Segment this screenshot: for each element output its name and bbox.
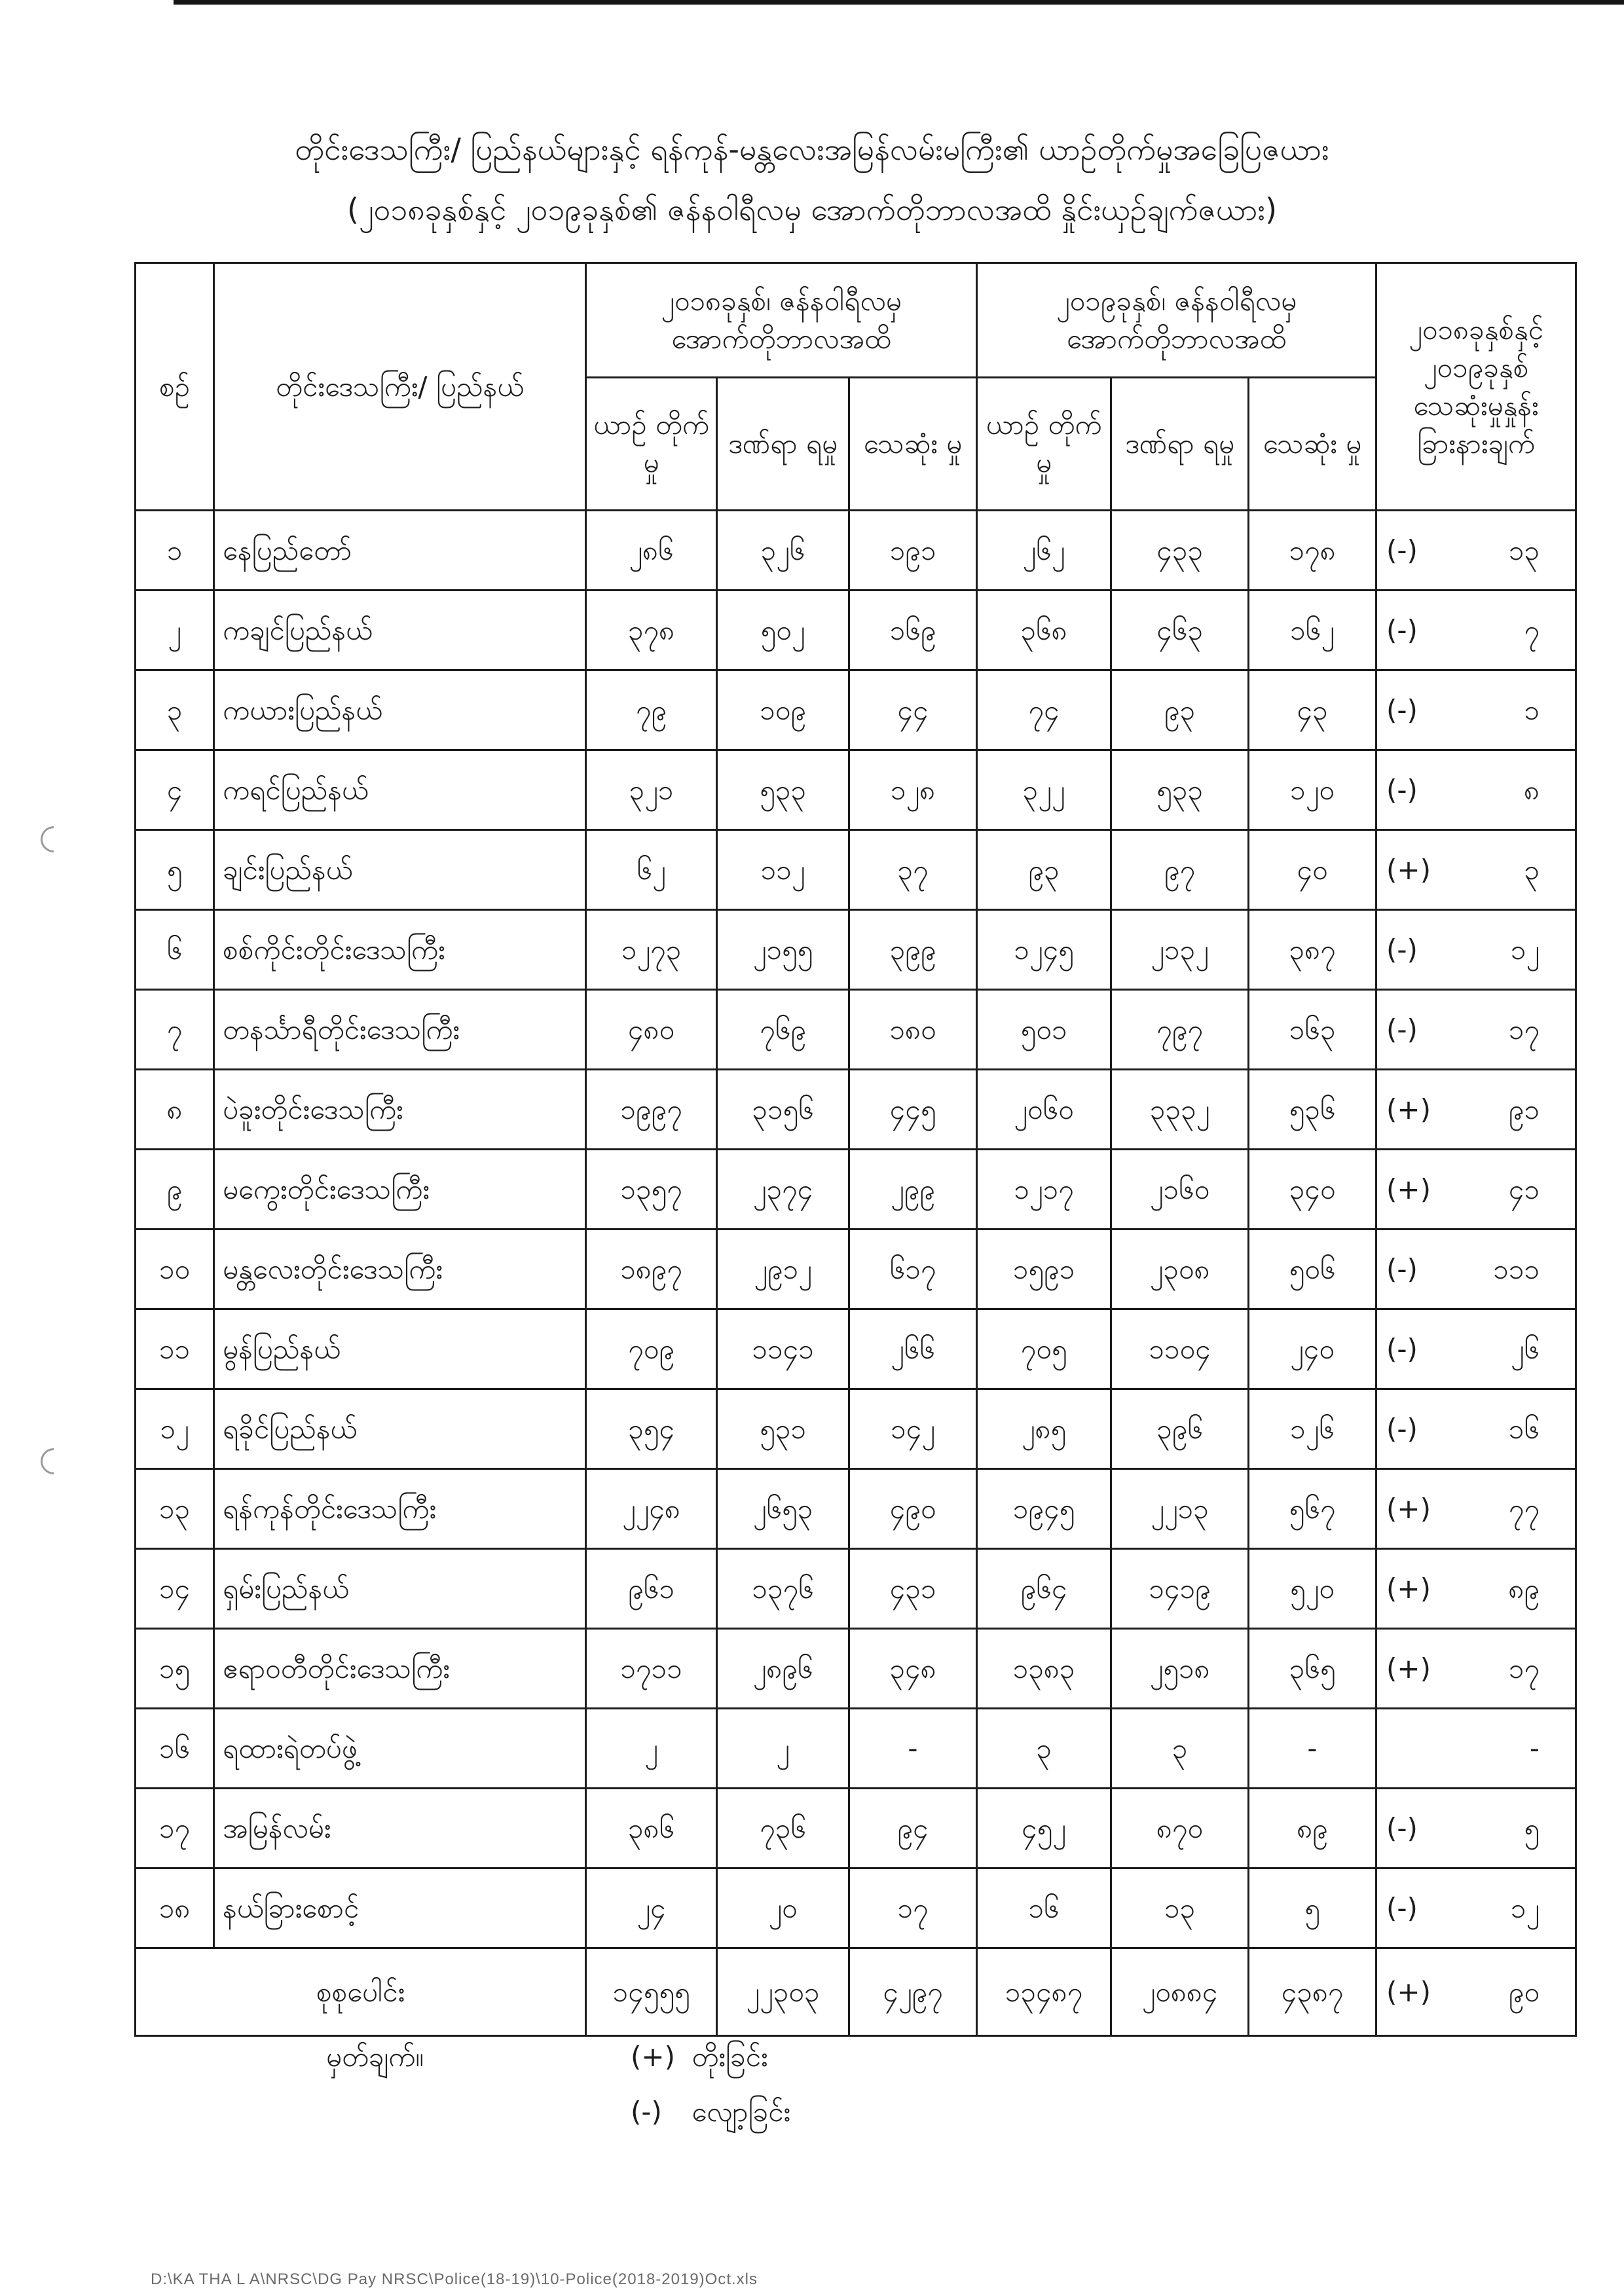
cell-accidents-2018: ၄၈၀ [586,990,717,1070]
cell-serial: ၁၆ [136,1709,214,1789]
cell-accidents-2018: ၃၇၈ [586,591,717,670]
cell-injured-2018: ၅၃၃ [717,750,849,830]
legend-increase [631,2037,768,2077]
cell-accidents-2018: ၇၉ [586,670,717,750]
cell-injured-2018: ၂၁၅၅ [717,910,849,990]
table-row [136,830,1576,910]
difference-value: ၈၉ [1508,1572,1540,1605]
table-row [136,1309,1576,1389]
cell-deaths-2019: ၅ [1249,1868,1376,1948]
cell-serial: ၄ [136,750,214,830]
cell-accidents-2019: ၇၄ [977,670,1111,750]
cell-accidents-2019: ၃ [977,1709,1111,1789]
table-row [136,990,1576,1070]
note-label: မှတ်ချက်။ [326,2041,424,2073]
difference-sign: (-) [1386,693,1418,726]
cell-accidents-2019: ၂၀၆၀ [977,1070,1111,1150]
difference-value: ၄၁ [1508,1173,1540,1205]
cell-deaths-2019: - [1249,1709,1376,1789]
cell-difference [1376,1948,1576,2036]
header-deaths-2018: သေဆုံး မှု [849,378,977,511]
difference-sign: (+) [1386,1572,1431,1605]
file-path-footer: D:\KA THA L A\NRSC\DG Pay NRSC\Police(18-19)\10-Police(2018-2019)Oct.xls [151,2270,758,2288]
cell-deaths-2019: ၃၈၇ [1249,910,1376,990]
cell-deaths-2019: ၃၆၅ [1249,1629,1376,1709]
legend-minus-symbol: (-) [631,2096,662,2128]
cell-accidents-2018: ၁၉၉၇ [586,1070,717,1150]
cell-injured-2018: ၂၉၁၂ [717,1230,849,1309]
cell-injured-2018: ၁၃၇၆ [717,1549,849,1629]
cell-accidents-2018: ၂၄ [586,1868,717,1948]
cell-difference [1376,910,1576,990]
document-subtitle: (၂၀၁၈ခုနှစ်နှင့် ၂၀၁၉ခုနှစ်၏ ဇန်နဝါရီလမှ အောက်တိုဘာလအထိ နှိုင်းယှဉ်ချက်ဇယား) [346,192,1278,227]
cell-difference [1376,1709,1576,1789]
difference-value: ၁၇ [1508,1652,1540,1685]
cell-deaths-2018: ၃၄၈ [849,1629,977,1709]
header-comparison: ၂၀၁၈ခုနှစ်နှင့် ၂၀၁၉ခုနှစ် သေဆုံးမှုနှုန်း ခြားနားချက် [1376,263,1576,511]
cell-serial: ၇ [136,990,214,1070]
difference-value: ၃ [1524,853,1540,886]
table-row [136,591,1576,670]
cell-region-name: ကရင်ပြည်နယ် [214,750,586,830]
cell-difference [1376,1469,1576,1549]
cell-injured-2019: ၂၁၃၂ [1111,910,1249,990]
cell-accidents-2018: ၉၆၁ [586,1549,717,1629]
cell-region-name: အမြန်လမ်း [214,1789,586,1868]
cell-region-name: နယ်ခြားစောင့် [214,1868,586,1948]
cell-accidents-2019: ၁၉၄၅ [977,1469,1111,1549]
cell-deaths-2019: ၅၆၇ [1249,1469,1376,1549]
cell-difference [1376,1629,1576,1709]
cell-accidents-2019: ၃၆၈ [977,591,1111,670]
cell-region-name: ရခိုင်ပြည်နယ် [214,1389,586,1469]
cell-accidents-2018: ၂၂၄၈ [586,1469,717,1549]
cell-injured-2018: ၅၃၁ [717,1389,849,1469]
cell-deaths-2019: ၁၂၀ [1249,750,1376,830]
cell-region-name: ရထားရဲတပ်ဖွဲ့ [214,1709,586,1789]
table-row [136,1868,1576,1948]
cell-difference [1376,1549,1576,1629]
cell-deaths-2018: ၆၁၇ [849,1230,977,1309]
difference-sign: (+) [1386,1173,1431,1205]
cell-injured-2019: ၁၄၁၉ [1111,1549,1249,1629]
cell-difference [1376,830,1576,910]
cell-injured-2019: ၅၃၃ [1111,750,1249,830]
cell-accidents-2019: ၄၅၂ [977,1789,1111,1868]
cell-injured-2019: ၂၁၆၀ [1111,1150,1249,1230]
cell-deaths-2018: ၁၂၈ [849,750,977,830]
difference-value: ၈ [1524,773,1540,806]
difference-value: ၁၇ [1508,1013,1540,1046]
cell-deaths-2018: ၁၉၁ [849,511,977,591]
cell-accidents-2019: ၉၆၄ [977,1549,1111,1629]
cell-deaths-2019: ၅၀၆ [1249,1230,1376,1309]
cell-accidents-2018: ၆၂ [586,830,717,910]
cell-region-name: ကယားပြည်နယ် [214,670,586,750]
cell-accidents-2018: ၃၅၄ [586,1389,717,1469]
cell-deaths-2019: ၄၀ [1249,830,1376,910]
cell-difference [1376,1070,1576,1150]
cell-deaths-2019: ၁၆၃ [1249,990,1376,1070]
cell-difference [1376,1789,1576,1868]
cell-difference [1376,591,1576,670]
difference-value: ၁၆ [1508,1412,1540,1445]
difference-sign: (-) [1386,933,1418,966]
cell-difference [1376,1150,1576,1230]
cell-deaths-2019: ၁၂၆ [1249,1389,1376,1469]
cell-accidents-2018: ၁၇၁၁ [586,1629,717,1709]
total-accidents-2019: ၁၃၄၈၇ [977,1948,1111,2036]
difference-sign: (+) [1386,1652,1431,1685]
cell-difference [1376,750,1576,830]
legend-minus-text: လျော့ခြင်း [692,2096,791,2128]
difference-value: - [1529,1732,1540,1764]
difference-value: ၇၇ [1508,1492,1540,1525]
cell-injured-2018: ၅၀၂ [717,591,849,670]
table-row [136,1549,1576,1629]
header-deaths-2019: သေဆုံး မှု [1249,378,1376,511]
cell-region-name: ရှမ်းပြည်နယ် [214,1549,586,1629]
cell-injured-2019: ၄၆၃ [1111,591,1249,670]
cell-injured-2018: ၃၁၅၆ [717,1070,849,1150]
cell-accidents-2018: ၁၈၉၇ [586,1230,717,1309]
cell-injured-2018: ၃၂၆ [717,511,849,591]
difference-sign: (-) [1386,1891,1418,1924]
cell-deaths-2018: ၄၄ [849,670,977,750]
cell-deaths-2019: ၃၄၀ [1249,1150,1376,1230]
cell-injured-2019: ၂၂၁၃ [1111,1469,1249,1549]
header-injured-2018: ဒဏ်ရာ ရမှု [717,378,849,511]
cell-injured-2018: ၂၀ [717,1868,849,1948]
cell-serial: ၈ [136,1070,214,1150]
difference-value: ၅ [1524,1812,1540,1844]
cell-injured-2019: ၁၃ [1111,1868,1249,1948]
cell-accidents-2018: ၇၀၉ [586,1309,717,1389]
cell-difference [1376,1868,1576,1948]
cell-injured-2018: ၇၆၉ [717,990,849,1070]
legend-plus-text: တိုးခြင်း [692,2041,768,2073]
cell-accidents-2018: ၃၂၁ [586,750,717,830]
legend-decrease [631,2092,790,2132]
cell-serial: ၁၄ [136,1549,214,1629]
header-period-2018: ၂၀၁၈ခုနှစ်၊ ဇန်နဝါရီလမှ အောက်တိုဘာလအထိ [586,263,977,378]
cell-deaths-2018: ၉၄ [849,1789,977,1868]
header-accidents-2019: ယာဉ် တိုက်မှု [977,378,1111,511]
table-row [136,910,1576,990]
cell-accidents-2019: ၂၆၂ [977,511,1111,591]
cell-injured-2019: ၈၇၀ [1111,1789,1249,1868]
cell-deaths-2018: ၁၄၂ [849,1389,977,1469]
cell-serial: ၁ [136,511,214,591]
cell-accidents-2019: ၂၈၅ [977,1389,1111,1469]
cell-deaths-2018: ၁၇ [849,1868,977,1948]
difference-value: ၇ [1524,613,1540,646]
cell-serial: ၁၁ [136,1309,214,1389]
table-row [136,1230,1576,1309]
table-row [136,1150,1576,1230]
cell-accidents-2019: ၅၀၁ [977,990,1111,1070]
total-accidents-2018: ၁၄၅၅၅ [586,1948,717,2036]
cell-injured-2019: ၉၃ [1111,670,1249,750]
difference-sign: (+) [1386,853,1431,886]
cell-injured-2018: ၁၀၉ [717,670,849,750]
difference-value: ၁၂ [1510,1891,1540,1924]
cell-deaths-2018: - [849,1709,977,1789]
cell-injured-2019: ၃၉၆ [1111,1389,1249,1469]
cell-difference [1376,1230,1576,1309]
cell-region-name: စစ်ကိုင်းတိုင်းဒေသကြီး [214,910,586,990]
cell-deaths-2019: ၅၃၆ [1249,1070,1376,1150]
cell-injured-2018: ၂၆၅၃ [717,1469,849,1549]
cell-serial: ၆ [136,910,214,990]
cell-region-name: ဧရာဝတီတိုင်းဒေသကြီး [214,1629,586,1709]
table-row [136,1389,1576,1469]
difference-sign: (+) [1386,1093,1431,1125]
cell-deaths-2018: ၁၈၀ [849,990,977,1070]
difference-value: ၉၀ [1508,1975,1540,2008]
cell-deaths-2018: ၂၉၉ [849,1150,977,1230]
top-edge-bar [174,0,1624,5]
cell-region-name: ပဲခူးတိုင်းဒေသကြီး [214,1070,586,1150]
cell-deaths-2018: ၁၆၉ [849,591,977,670]
table-row [136,1070,1576,1150]
table-row [136,750,1576,830]
punch-hole-mark [35,821,73,858]
cell-accidents-2018: ၂၈၆ [586,511,717,591]
header-region: တိုင်းဒေသကြီး/ ပြည်နယ် [214,263,586,511]
total-deaths-2019: ၄၃၈၇ [1249,1948,1376,2036]
document-title: တိုင်းဒေသကြီး/ ပြည်နယ်များနှင့် ရန်ကုန်-မန္တလေးအမြန်လမ်းမကြီး၏ ယာဉ်တိုက်မှုအခြေပြဇယား [295,132,1329,167]
difference-sign: (-) [1386,1252,1418,1285]
difference-sign: (-) [1386,1412,1418,1445]
cell-accidents-2018: ၁၃၅၇ [586,1150,717,1230]
cell-deaths-2018: ၂၆၆ [849,1309,977,1389]
cell-deaths-2018: ၃၉၉ [849,910,977,990]
cell-injured-2019: ၁၁၀၄ [1111,1309,1249,1389]
cell-injured-2019: ၃၃၃၂ [1111,1070,1249,1150]
cell-deaths-2018: ၃၇ [849,830,977,910]
cell-injured-2019: ၂၅၁၈ [1111,1629,1249,1709]
cell-accidents-2019: ၁၂၁၇ [977,1150,1111,1230]
cell-injured-2019: ၃ [1111,1709,1249,1789]
cell-accidents-2018: ၁၂၇၃ [586,910,717,990]
cell-difference [1376,1389,1576,1469]
accident-comparison-table [134,262,1577,2037]
difference-value: ၁၂ [1510,933,1540,966]
cell-difference [1376,990,1576,1070]
cell-injured-2019: ၂၃၀၈ [1111,1230,1249,1309]
difference-sign: (-) [1386,1812,1418,1844]
cell-injured-2018: ၂၈၉၆ [717,1629,849,1709]
cell-deaths-2019: ၈၉ [1249,1789,1376,1868]
cell-accidents-2019: ၉၃ [977,830,1111,910]
difference-sign: (-) [1386,1013,1418,1046]
cell-accidents-2018: ၃၈၆ [586,1789,717,1868]
cell-region-name: ကချင်ပြည်နယ် [214,591,586,670]
cell-deaths-2019: ၂၄၀ [1249,1309,1376,1389]
cell-difference [1376,670,1576,750]
table-row [136,1469,1576,1549]
total-injured-2019: ၂၀၈၈၄ [1111,1948,1249,2036]
difference-value: ၂၆ [1510,1332,1540,1365]
header-serial: စဉ် [136,263,214,511]
cell-serial: ၁၂ [136,1389,214,1469]
difference-sign: (-) [1386,773,1418,806]
cell-serial: ၁၅ [136,1629,214,1709]
difference-value: ၁၃ [1508,534,1540,566]
table-row [136,1629,1576,1709]
cell-serial: ၂ [136,591,214,670]
cell-injured-2018: ၇၃၆ [717,1789,849,1868]
cell-serial: ၁၀ [136,1230,214,1309]
cell-deaths-2018: ၄၄၅ [849,1070,977,1150]
cell-region-name: မကွေးတိုင်းဒေသကြီး [214,1150,586,1230]
table-row [136,1709,1576,1789]
cell-injured-2018: ၂၃၇၄ [717,1150,849,1230]
cell-region-name: ရန်ကုန်တိုင်းဒေသကြီး [214,1469,586,1549]
table-row [136,511,1576,591]
cell-serial: ၅ [136,830,214,910]
cell-region-name: နေပြည်တော် [214,511,586,591]
difference-value: ၁ [1524,693,1540,726]
cell-injured-2019: ၇၉၇ [1111,990,1249,1070]
cell-injured-2019: ၄၃၃ [1111,511,1249,591]
cell-serial: ၉ [136,1150,214,1230]
total-deaths-2018: ၄၂၉၇ [849,1948,977,2036]
cell-serial: ၁၈ [136,1868,214,1948]
difference-sign: (+) [1386,1492,1431,1525]
cell-deaths-2019: ၁၇၈ [1249,511,1376,591]
difference-sign: (+) [1386,1975,1431,2008]
cell-deaths-2019: ၁၆၂ [1249,591,1376,670]
difference-sign: (-) [1386,1332,1418,1365]
cell-region-name: ချင်းပြည်နယ် [214,830,586,910]
cell-accidents-2018: ၂ [586,1709,717,1789]
table-row [136,670,1576,750]
difference-sign: (-) [1386,534,1418,566]
cell-accidents-2019: ၁၃၈၃ [977,1629,1111,1709]
difference-value: ၉၁ [1508,1093,1540,1125]
cell-region-name: မန္တလေးတိုင်းဒေသကြီး [214,1230,586,1309]
punch-hole-mark [35,1443,73,1480]
table-row [136,1789,1576,1868]
cell-injured-2018: ၁၁၂ [717,830,849,910]
cell-serial: ၃ [136,670,214,750]
cell-accidents-2019: ၇၀၅ [977,1309,1111,1389]
difference-value: ၁၁၁ [1493,1252,1540,1285]
difference-sign: (-) [1386,613,1418,646]
cell-deaths-2018: ၄၉၀ [849,1469,977,1549]
total-row [136,1948,1576,2036]
cell-injured-2019: ၉၇ [1111,830,1249,910]
total-injured-2018: ၂၂၃၀၃ [717,1948,849,2036]
cell-region-name: မွန်ပြည်နယ် [214,1309,586,1389]
cell-injured-2018: ၂ [717,1709,849,1789]
legend-plus-symbol: (+) [631,2041,675,2073]
cell-injured-2018: ၁၁၄၁ [717,1309,849,1389]
header-injured-2019: ဒဏ်ရာ ရမှု [1111,378,1249,511]
cell-difference [1376,511,1576,591]
cell-difference [1376,1309,1576,1389]
cell-accidents-2019: ၁၆ [977,1868,1111,1948]
cell-accidents-2019: ၁၅၉၁ [977,1230,1111,1309]
cell-deaths-2019: ၄၃ [1249,670,1376,750]
cell-deaths-2018: ၄၃၁ [849,1549,977,1629]
cell-serial: ၁၃ [136,1469,214,1549]
cell-accidents-2019: ၁၂၄၅ [977,910,1111,990]
total-label: စုစုပေါင်း [136,1948,586,2036]
cell-serial: ၁၇ [136,1789,214,1868]
header-period-2019: ၂၀၁၉ခုနှစ်၊ ဇန်နဝါရီလမှ အောက်တိုဘာလအထိ [977,263,1376,378]
cell-region-name: တနင်္သာရီတိုင်းဒေသကြီး [214,990,586,1070]
cell-deaths-2019: ၅၂၀ [1249,1549,1376,1629]
cell-accidents-2019: ၃၂၂ [977,750,1111,830]
header-accidents-2018: ယာဉ် တိုက်မှု [586,378,717,511]
